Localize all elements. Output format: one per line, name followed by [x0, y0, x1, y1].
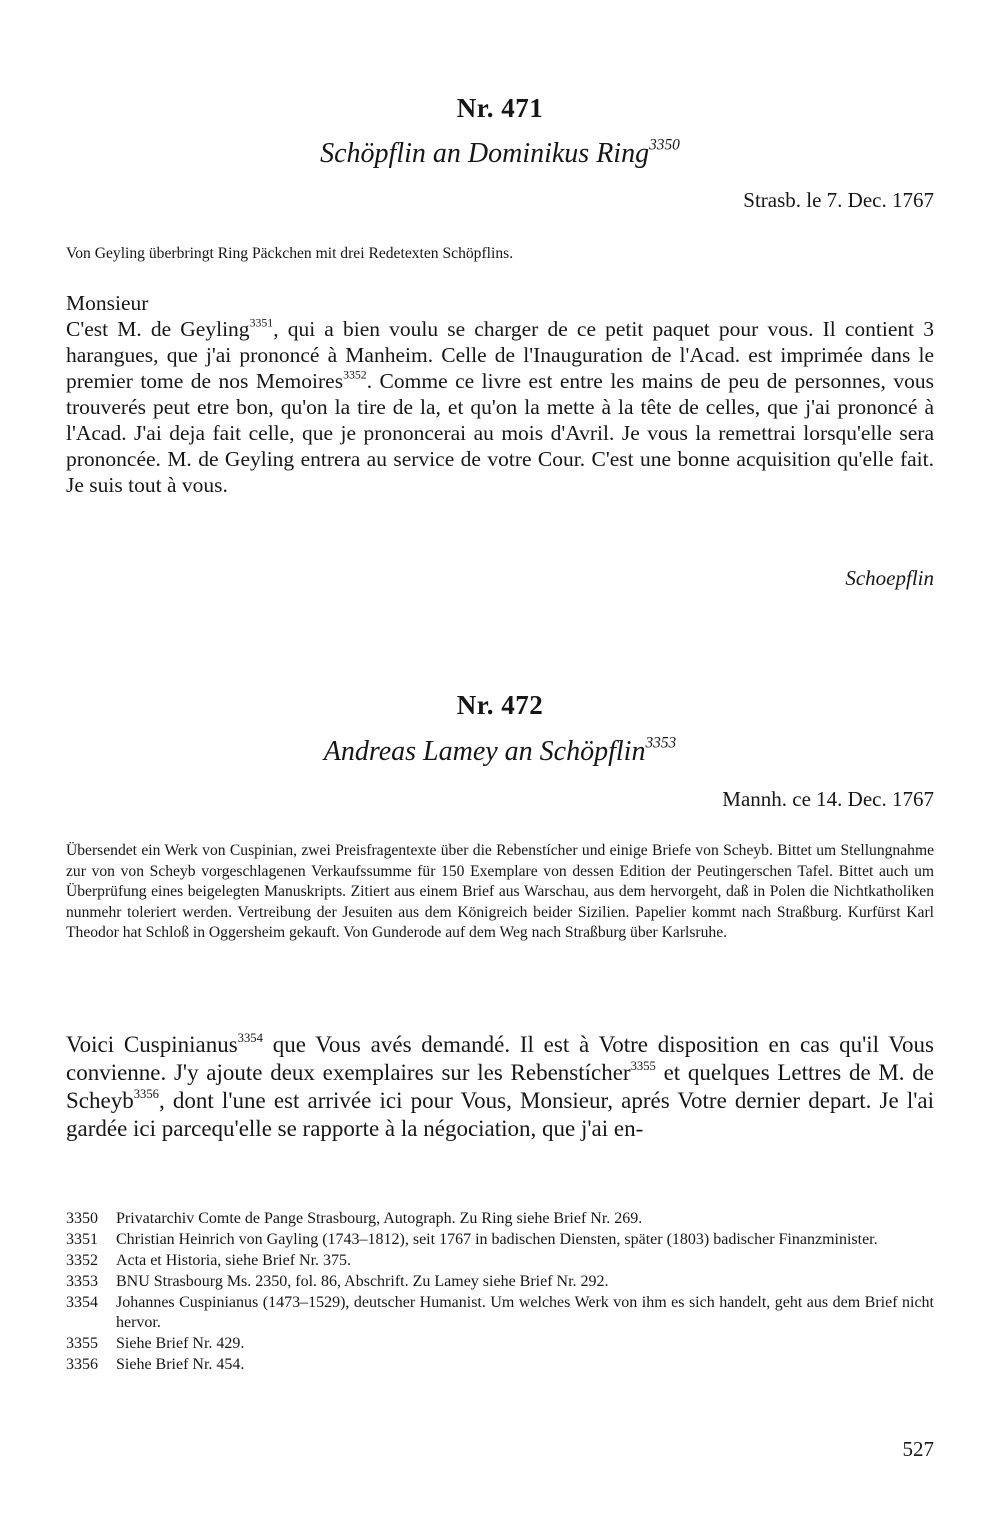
text-segment: . Comme ce livre est entre les mains de peu de personnes, vous trouverés peut etre bon, qu'on la tire de la, et qu'on la mette à la tête de celles, que j'ai prononcé à l'Acad. J'ai deja fait celle, que je prononcerai au mois d'Avril. Je vous la remettrai lorsqu'elle sera prononcée. M. de Geyling entrera au service de votre Cour. C'est une bonne acquisition qu'elle fait. Je suis tout à vous. [66, 369, 934, 497]
footnote-ref: 3356 [133, 1086, 159, 1101]
letter-paragraph [66, 316, 934, 498]
letter-title-text: Andreas Lamey an Schöpflin [323, 736, 646, 767]
footnote-text: Privatarchiv Comte de Pange Strasbourg, Autograph. Zu Ring siehe Brief Nr. 269. [116, 1210, 643, 1227]
footnote-number: 3354 [66, 1294, 98, 1311]
letter-title-471 [0, 138, 1000, 170]
footnote-text: BNU Strasbourg Ms. 2350, fol. 86, Abschrift. Zu Lamey siehe Brief Nr. 292. [116, 1273, 609, 1290]
footnote-number: 3350 [66, 1210, 98, 1227]
text-segment: Voici Cuspinianus [66, 1032, 238, 1057]
footnote-number: 3356 [66, 1356, 98, 1373]
letter-body-472 [66, 1031, 934, 1143]
footnote-text: Christian Heinrich von Gayling (1743–1812), seit 1767 in badischen Diensten, später (1803) badischer Finanzminister. [116, 1231, 878, 1248]
letter-paragraph [66, 1031, 934, 1143]
footnote-ref: 3350 [649, 136, 680, 154]
footnote-text: Siehe Brief Nr. 454. [116, 1356, 245, 1373]
letter-body-471 [66, 290, 934, 498]
text-segment: C'est M. de Geyling [66, 317, 250, 341]
footnote-number: 3353 [66, 1273, 98, 1290]
footnote-text: Acta et Historia, siehe Brief Nr. 375. [116, 1252, 352, 1269]
footnote [66, 1272, 934, 1292]
letter-title-472 [0, 736, 1000, 768]
footnote [66, 1334, 934, 1354]
letter-summary-472: Übersendet ein Werk von Cuspinian, zwei Preisfragentexte über die Rebenstícher und einige Briefe von Scheyb. Bittet um Stellungnahme zur von von Scheyb vorgeschlagenen Verkaufssumme für 150 Exemplare von dessen Edition der Peutingerschen Tafel. Bittet auch um Überprüfung eines beigelegten Manuskripts. Zitiert aus einem Brief aus Warschau, aus dem hervorgeht, daß in Polen die Nichtkatholiken nunmehr toleriert werden. Vertreibung der Jesuiten aus dem Königreich beider Sizilien. Papelier kommt nach Straßburg. Kurfürst Karl Theodor hat Schloß in Oggersheim gekauft. Von Gunderode auf dem Weg nach Straßburg über Karlsruhe. [66, 842, 934, 942]
letter-date-471: Strasb. le 7. Dec. 1767 [743, 188, 934, 212]
footnote-number: 3351 [66, 1231, 98, 1248]
text-segment: , dont l'une est arrivée ici pour Vous, Monsieur, aprés Votre dernier depart. Je l'ai gardée ici parcequ'elle se rapporte à la négociation, que j'ai en- [66, 1088, 934, 1141]
footnote [66, 1230, 934, 1250]
footnote [66, 1355, 934, 1375]
text-segment: , qui a bien voulu se charger de ce petit paquet pour vous. Il contient 3 harangues, que j'ai prononcé à Manheim. Celle de l'Inauguration de l'Acad. est imprimée dans le premier tome de nos Memoires [66, 317, 934, 393]
signature: Schoepflin [845, 566, 934, 590]
footnote [66, 1293, 934, 1333]
footnote [66, 1251, 934, 1271]
footnotes [66, 1209, 934, 1376]
text-segment: et quelques Lettres de M. de Scheyb [66, 1060, 934, 1113]
letter-summary-471: Von Geyling überbringt Ring Päckchen mit drei Redetexten Schöpflins. [66, 245, 514, 262]
letter-title-text: Schöpflin an Dominikus Ring [320, 138, 650, 169]
footnote-ref: 3355 [630, 1058, 656, 1073]
letter-date-472: Mannh. ce 14. Dec. 1767 [722, 787, 934, 811]
text-segment: que Vous avés demandé. Il est à Votre disposition en cas qu'il Vous convienne. J'y ajoute deux exemplaires sur les Rebenstícher [66, 1032, 934, 1085]
footnote-ref: 3353 [645, 734, 677, 752]
footnote [66, 1209, 934, 1229]
page-number: 527 [902, 1437, 934, 1461]
salutation: Monsieur [66, 291, 149, 315]
footnote-text: Siehe Brief Nr. 429. [116, 1335, 245, 1352]
footnote-number: 3352 [66, 1252, 98, 1269]
letter-number-471: Nr. 471 [456, 93, 544, 123]
footnote-ref: 3354 [237, 1030, 263, 1045]
footnote-ref: 3352 [343, 367, 367, 382]
footnote-text: Johannes Cuspinianus (1473–1529), deutscher Humanist. Um welches Werk von ihm es sich handelt, geht aus dem Brief nicht hervor. [116, 1294, 934, 1331]
footnote-ref: 3351 [249, 315, 274, 330]
letter-number-472: Nr. 472 [456, 690, 544, 720]
footnote-number: 3355 [66, 1335, 98, 1352]
